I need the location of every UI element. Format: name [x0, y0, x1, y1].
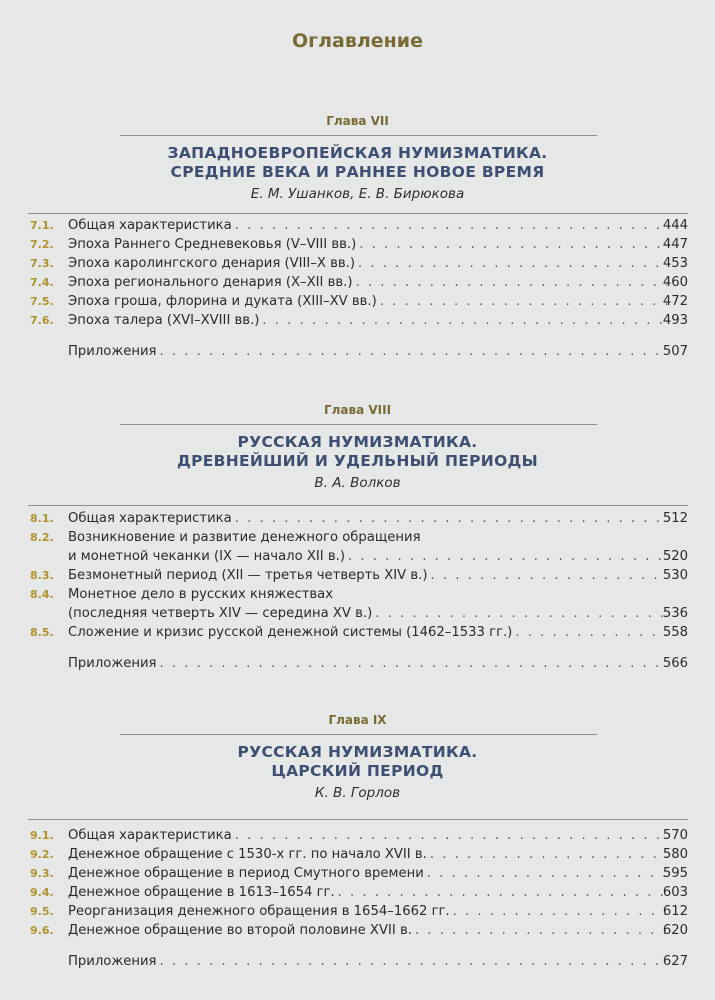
dot-leader: [453, 902, 667, 921]
entries-divider: [28, 819, 688, 820]
toc-entry[interactable]: [0, 273, 715, 292]
entry-page: 627: [662, 954, 688, 969]
entry-title: Денежное обращение в период Смутного времени: [68, 866, 424, 881]
entry-number: 7.1.: [30, 219, 54, 232]
entry-page: 493: [662, 313, 688, 328]
dot-leader: [375, 604, 667, 623]
entry-page: 447: [662, 237, 688, 252]
entry-page: 530: [662, 568, 688, 583]
entry-page: 444: [662, 218, 688, 233]
entries-divider: [28, 213, 688, 214]
entry-title: Приложения: [68, 954, 157, 969]
entry-number: 9.1.: [30, 829, 54, 842]
entry-title: Реорганизация денежного обращения в 1654–1662 гг.: [68, 904, 450, 919]
toc-entry[interactable]: [0, 921, 715, 940]
entry-title: Денежное обращение во второй половине XVII в.: [68, 923, 412, 938]
toc-entry[interactable]: [0, 845, 715, 864]
toc-entry[interactable]: [0, 623, 715, 642]
entry-title-line1: Монетное дело в русских княжествах: [68, 587, 334, 602]
entry-number: 9.3.: [30, 867, 54, 880]
toc-entry[interactable]: [0, 254, 715, 273]
chapter-vii-entries: [0, 216, 715, 361]
dot-leader: [415, 921, 667, 940]
entry-page: 620: [662, 923, 688, 938]
chapter-ix-entries: [0, 826, 715, 971]
dot-leader: [159, 952, 667, 971]
chapter-divider: [120, 135, 597, 136]
toc-entry[interactable]: [0, 826, 715, 845]
entry-title: Эпоха каролингского денария (VIII–X вв.): [68, 256, 356, 271]
dot-leader: [430, 566, 667, 585]
dot-leader: [430, 845, 667, 864]
entry-number: 7.6.: [30, 314, 54, 327]
toc-entry[interactable]: [0, 902, 715, 921]
entry-page: 558: [662, 625, 688, 640]
entry-title-line1: Возникновение и развитие денежного обращения: [68, 530, 421, 545]
entry-title: Общая характеристика: [68, 511, 232, 526]
entry-page: 472: [662, 294, 688, 309]
entry-number: 7.4.: [30, 276, 54, 289]
toc-entry-appendix[interactable]: [0, 342, 715, 361]
entry-number: 9.2.: [30, 848, 54, 861]
entry-title: (последняя четверть XIV — середина XV в.): [68, 606, 373, 621]
entry-title: Денежное обращение в 1613–1654 гг.: [68, 885, 335, 900]
dot-leader: [235, 826, 667, 845]
chapter-viii-entries: [0, 509, 715, 673]
entry-number: 8.3.: [30, 569, 54, 582]
toc-entry[interactable]: [0, 509, 715, 528]
dot-leader: [358, 254, 667, 273]
chapter-label: Глава VII: [326, 114, 389, 128]
entry-page: 603: [662, 885, 688, 900]
chapter-authors: В. А. Волков: [314, 475, 401, 491]
entry-number: 8.4.: [30, 588, 54, 601]
entry-page: 453: [662, 256, 688, 271]
dot-leader: [159, 342, 667, 361]
toc-entry-line[interactable]: [0, 585, 715, 604]
toc-entry[interactable]: [0, 864, 715, 883]
chapter-authors: Е. М. Ушанков, Е. В. Бирюкова: [250, 186, 465, 202]
entry-number: 9.5.: [30, 905, 54, 918]
entry-number: 8.2.: [30, 531, 54, 544]
page-title: Оглавление: [292, 30, 423, 52]
chapter-divider: [120, 424, 597, 425]
entries-divider: [28, 505, 688, 506]
entry-title: Приложения: [68, 344, 157, 359]
entry-title: Эпоха талера (XVI–XVIII вв.): [68, 313, 260, 328]
toc-entry-line[interactable]: [0, 528, 715, 547]
dot-leader: [515, 623, 667, 642]
toc-entry[interactable]: [0, 216, 715, 235]
entry-number: 8.1.: [30, 512, 54, 525]
entry-number: 7.2.: [30, 238, 54, 251]
chapter-title-line: ДРЕВНЕЙШИЙ И УДЕЛЬНЫЙ ПЕРИОДЫ: [176, 452, 539, 470]
chapter-label: Глава IX: [328, 713, 387, 727]
entry-title: Сложение и кризис русской денежной системы (1462–1533 гг.): [68, 625, 513, 640]
toc-entry[interactable]: [0, 235, 715, 254]
dot-leader: [427, 864, 667, 883]
dot-leader: [235, 509, 667, 528]
dot-leader: [380, 292, 667, 311]
entry-page: 507: [662, 344, 688, 359]
entry-page: 570: [662, 828, 688, 843]
chapter-ix: [0, 712, 715, 802]
chapter-divider: [120, 734, 597, 735]
entry-page: 612: [662, 904, 688, 919]
dot-leader: [338, 883, 667, 902]
chapter-title-line: РУССКАЯ НУМИЗМАТИКА.: [237, 433, 478, 451]
chapter-label: Глава VIII: [323, 403, 392, 417]
dot-leader: [355, 273, 667, 292]
toc-entry[interactable]: [0, 292, 715, 311]
entry-number: 9.6.: [30, 924, 54, 937]
entry-title: и монетной чеканки (IX — начало XII в.): [68, 549, 345, 564]
entry-page: 460: [662, 275, 688, 290]
entry-title: Общая характеристика: [68, 218, 232, 233]
entry-number: 9.4.: [30, 886, 54, 899]
entry-page: 566: [662, 656, 688, 671]
dot-leader: [359, 235, 667, 254]
toc-entry[interactable]: [0, 547, 715, 566]
entry-title: Эпоха Раннего Средневековья (V–VIII вв.): [68, 237, 357, 252]
entry-page: 595: [662, 866, 688, 881]
entry-number: 7.3.: [30, 257, 54, 270]
chapter-title-line: ЗАПАДНОЕВРОПЕЙСКАЯ НУМИЗМАТИКА.: [167, 144, 548, 162]
entry-page: 520: [662, 549, 688, 564]
toc-entry[interactable]: [0, 311, 715, 330]
toc-entry-appendix[interactable]: [0, 952, 715, 971]
entry-title: Эпоха гроша, флорина и дуката (XIII–XV вв.): [68, 294, 377, 309]
entry-title: Приложения: [68, 656, 157, 671]
dot-leader: [348, 547, 667, 566]
entry-title: Безмонетный период (XII — третья четверть XIV в.): [68, 568, 428, 583]
dot-leader: [159, 654, 667, 673]
toc-entry[interactable]: [0, 604, 715, 623]
chapter-title-line: РУССКАЯ НУМИЗМАТИКА.: [237, 743, 478, 761]
toc-entry[interactable]: [0, 883, 715, 902]
chapter-viii: [0, 402, 715, 492]
dot-leader: [262, 311, 667, 330]
entry-title: Денежное обращение с 1530-х гг. по начало XVII в.: [68, 847, 427, 862]
entry-page: 580: [662, 847, 688, 862]
entry-title: Эпоха регионального денария (X–XII вв.): [68, 275, 353, 290]
entry-number: 7.5.: [30, 295, 54, 308]
entry-number: 8.5.: [30, 626, 54, 639]
chapter-title-line: СРЕДНИЕ ВЕКА И РАННЕЕ НОВОЕ ВРЕМЯ: [170, 163, 545, 181]
dot-leader: [235, 216, 667, 235]
toc-entry-appendix[interactable]: [0, 654, 715, 673]
toc-entry[interactable]: [0, 566, 715, 585]
entry-page: 536: [662, 606, 688, 621]
chapter-authors: К. В. Горлов: [314, 785, 401, 801]
entry-title: Общая характеристика: [68, 828, 232, 843]
chapter-title-line: ЦАРСКИЙ ПЕРИОД: [271, 762, 444, 780]
entry-page: 512: [662, 511, 688, 526]
chapter-vii: [0, 113, 715, 203]
